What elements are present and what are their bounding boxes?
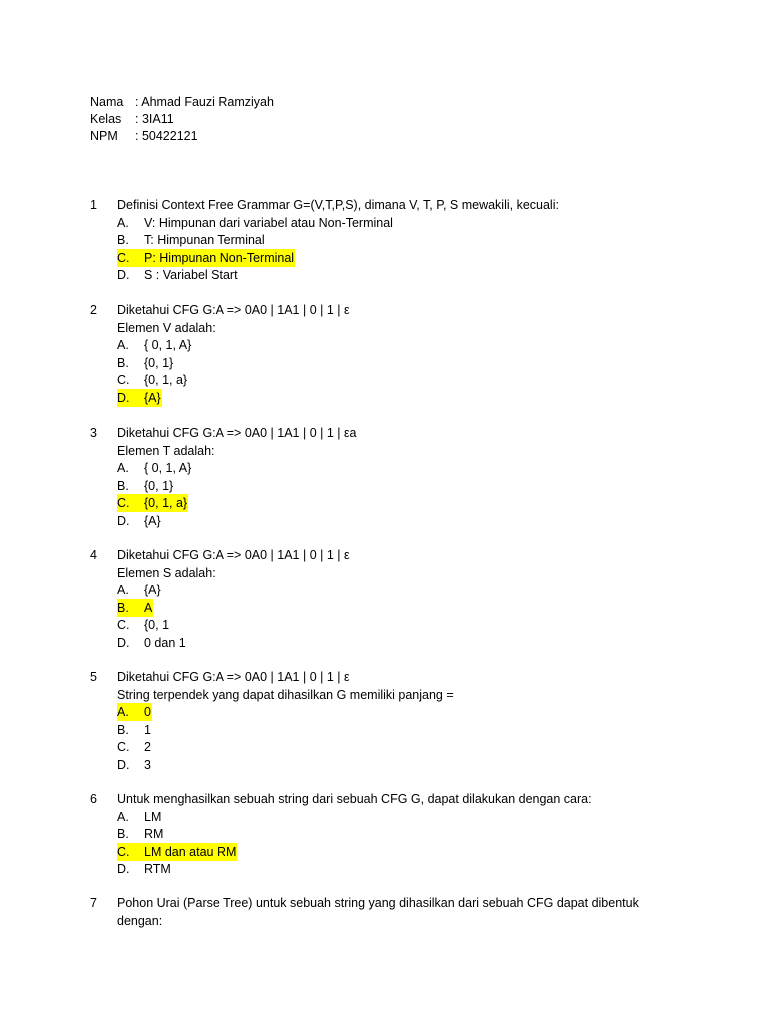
answer-option [117, 721, 151, 739]
question-number: 5 [90, 670, 97, 684]
question-number: 4 [90, 548, 97, 562]
option-text: { 0, 1, A} [144, 338, 192, 352]
answer-option [117, 477, 173, 495]
question-text: Elemen S adalah: [117, 565, 216, 580]
option-letter: A. [117, 809, 129, 824]
answer-option-highlighted [117, 494, 188, 512]
option-letter: B. [117, 722, 129, 737]
npm-label: NPM [90, 129, 118, 143]
option-text: T: Himpunan Terminal [144, 233, 265, 247]
name-value: : Ahmad Fauzi Ramziyah [135, 95, 274, 109]
answer-option [117, 214, 393, 232]
option-text: { 0, 1, A} [144, 461, 192, 475]
option-text: {0, 1} [144, 355, 174, 370]
question-text: Elemen T adalah: [117, 443, 215, 458]
option-text: RTM [144, 862, 171, 876]
name-label: Nama [90, 95, 124, 109]
option-letter: A. [117, 215, 129, 230]
answer-option [117, 616, 169, 634]
answer-option-highlighted [117, 389, 162, 407]
option-letter: B. [117, 355, 129, 370]
option-text: 2 [144, 740, 151, 754]
option-text: RM [144, 827, 164, 841]
option-text: LM [144, 809, 162, 824]
option-letter: C. [117, 373, 130, 387]
question-text: String terpendek yang dapat dihasilkan G memiliki panjang = [117, 687, 454, 702]
answer-option [117, 336, 191, 354]
option-letter: D. [117, 390, 130, 405]
option-text: {0, 1, a} [144, 373, 188, 387]
option-letter: D. [117, 513, 130, 528]
answer-option [117, 459, 191, 477]
answer-option [117, 860, 171, 878]
option-letter: A. [117, 583, 129, 597]
option-text: 1 [144, 722, 151, 737]
question-text: dengan: [117, 913, 163, 928]
answer-option [117, 808, 161, 826]
answer-option [117, 634, 186, 652]
student-npm-row [90, 127, 198, 145]
option-letter: C. [117, 250, 130, 265]
question-text: Pohon Urai (Parse Tree) untuk sebuah string yang dihasilkan dari sebuah CFG dapat dibentuk [117, 896, 639, 910]
option-letter: B. [117, 478, 129, 493]
answer-option-highlighted [117, 843, 237, 861]
option-text: {0, 1, a} [144, 496, 188, 510]
option-letter: D. [117, 757, 130, 772]
answer-option [117, 354, 173, 372]
option-letter: C. [117, 496, 130, 510]
option-text: {A} [144, 583, 161, 597]
question-text: Diketahui CFG G:A => 0A0 | 1A1 | 0 | 1 | ε [117, 303, 350, 317]
option-letter: D. [117, 635, 130, 650]
option-letter: A. [117, 338, 129, 352]
question-number: 1 [90, 198, 97, 212]
answer-option [117, 756, 151, 774]
option-text: {A} [144, 513, 161, 528]
answer-option [117, 371, 187, 389]
option-letter: C. [117, 618, 130, 632]
answer-option [117, 825, 163, 843]
answer-option [117, 231, 265, 249]
option-text: {0, 1 [144, 618, 170, 632]
question-text: Diketahui CFG G:A => 0A0 | 1A1 | 0 | 1 | ε [117, 670, 350, 684]
answer-option [117, 512, 161, 530]
question-text: Elemen V adalah: [117, 320, 216, 335]
option-letter: A. [117, 461, 129, 475]
student-class-row [90, 110, 174, 128]
option-text: P: Himpunan Non-Terminal [144, 250, 295, 265]
npm-value: : 50422121 [135, 129, 198, 143]
question-text: Diketahui CFG G:A => 0A0 | 1A1 | 0 | 1 | εa [117, 426, 357, 440]
class-value: : 3IA11 [135, 112, 174, 126]
question-text: Diketahui CFG G:A => 0A0 | 1A1 | 0 | 1 | ε [117, 548, 350, 562]
option-letter: A. [117, 705, 129, 719]
student-name-row [90, 93, 274, 111]
option-text: {0, 1} [144, 478, 174, 493]
answer-option [117, 266, 238, 284]
option-letter: B. [117, 827, 129, 841]
option-letter: C. [117, 844, 130, 859]
option-text: A [144, 600, 153, 615]
option-text: LM dan atau RM [144, 844, 237, 859]
option-text: {A} [144, 390, 161, 405]
option-letter: B. [117, 600, 129, 615]
class-label: Kelas [90, 112, 122, 126]
option-letter: B. [117, 233, 129, 247]
answer-option-highlighted [117, 599, 153, 617]
question-number: 3 [90, 426, 97, 440]
option-letter: C. [117, 740, 130, 754]
option-text: S : Variabel Start [144, 268, 238, 282]
answer-option [117, 738, 151, 756]
question-number: 6 [90, 792, 97, 806]
option-text: 0 dan 1 [144, 635, 186, 650]
question-text: Definisi Context Free Grammar G=(V,T,P,S), dimana V, T, P, S mewakili, kecuali: [117, 198, 559, 212]
option-letter: D. [117, 268, 130, 282]
question-number: 2 [90, 303, 97, 317]
question-number: 7 [90, 896, 97, 910]
option-text: 0 [144, 705, 151, 719]
question-text: Untuk menghasilkan sebuah string dari sebuah CFG G, dapat dilakukan dengan cara: [117, 792, 592, 806]
option-text: V: Himpunan dari variabel atau Non-Terminal [144, 215, 393, 230]
answer-option [117, 581, 161, 599]
answer-option-highlighted [117, 249, 295, 267]
option-letter: D. [117, 862, 130, 876]
option-text: 3 [144, 757, 151, 772]
answer-option-highlighted [117, 703, 152, 721]
